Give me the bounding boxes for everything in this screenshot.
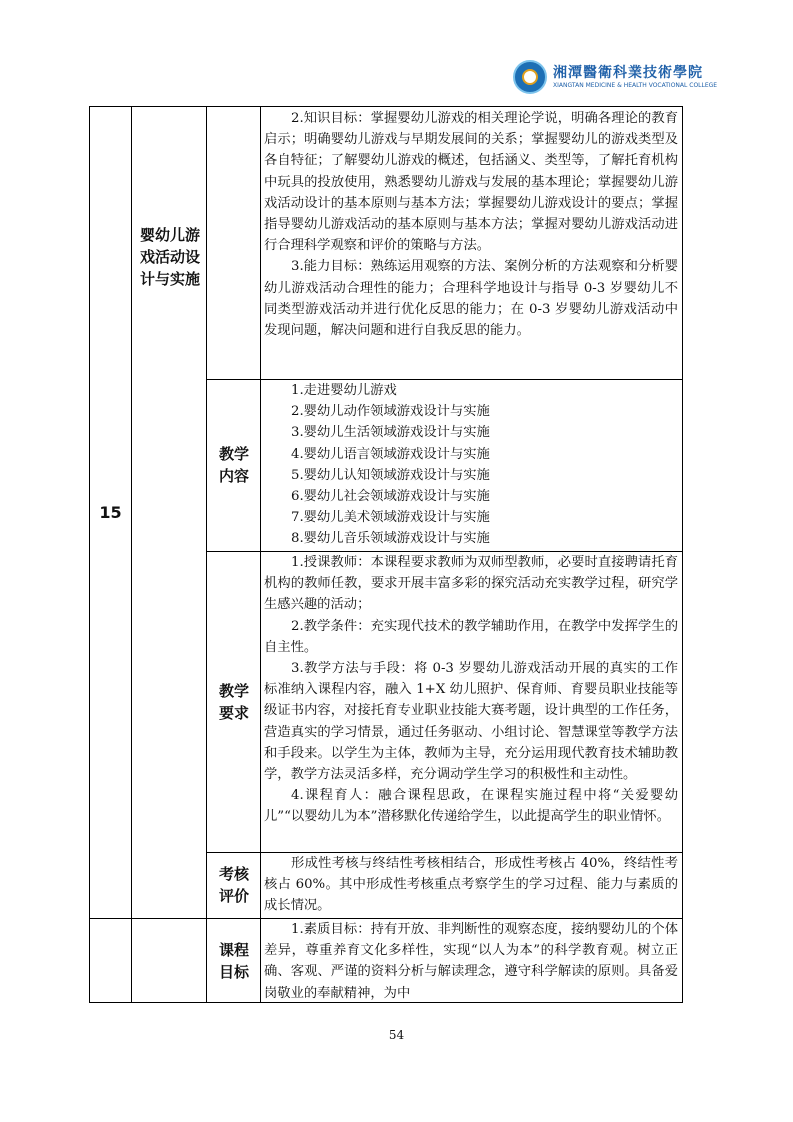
- requirements-text: [264, 552, 678, 828]
- school-emblem-icon: [513, 60, 547, 94]
- page-number: 54: [388, 1028, 405, 1042]
- assessment-paragraph: 形成性考核与终结性考核相结合，形成性考核占 40%，终结性考核占 60%。其中形成性考核重点考察学生的学习过程、能力与素质的成长情况。: [264, 856, 678, 914]
- list-item: 5.婴幼儿认知领域游戏设计与实施: [291, 467, 490, 483]
- list-item: 8.婴幼儿音乐领域游戏设计与实施: [291, 531, 490, 547]
- next-goals-paragraph: 1.素质目标：持有开放、非判断性的观察态度，接纳婴幼儿的个体差异，尊重养育文化多样性，实现“以人为本”的科学教育观。树立正确、客观、严谨的资料分析与解读理念，遵守科学解读的原则。具备爱岗敬业的奉献精神，为中: [264, 922, 678, 1001]
- course-table: [89, 106, 683, 1003]
- list-item: 3.婴幼儿生活领域游戏设计与实施: [291, 425, 490, 441]
- requirement-paragraph: 3.教学方法与手段：将 0-3 岁婴幼儿游戏活动开展的真实的工作标准纳入课程内容，融入 1+X 幼儿照护、保育师、育婴员职业技能等级证书内容，对接托育专业职业技能大赛考题，设计典型的工作任务，营造真实的学习情景，通过任务驱动、小组讨论、智慧课堂等教学方法和手段来。以学生为主体，教师为主导，充分运用现代教育技术辅助教学，教学方法灵活多样，充分调动学生学习的积极性和主动性。: [264, 661, 678, 783]
- course-name: 婴幼儿游戏活动设计与实施: [139, 226, 200, 288]
- next-goals-text: [264, 919, 678, 1004]
- assessment-text: [264, 853, 678, 917]
- next-goals-label: 课程目标: [218, 941, 249, 981]
- row-number: 15: [99, 502, 122, 522]
- list-item: 4.婴幼儿语言领域游戏设计与实施: [291, 446, 490, 462]
- list-item: 2.婴幼儿动作领域游戏设计与实施: [291, 404, 490, 420]
- list-item: 7.婴幼儿美术领域游戏设计与实施: [291, 510, 490, 526]
- ability-goal: 3.能力目标：熟练运用观察的方法、案例分析的方法观察和分析婴幼儿游戏活动合理性的能力；合理科学地设计与指导 0-3 岁婴幼儿不同类型游戏活动并进行优化反思的能力；在 0-3 岁婴幼儿游戏活动中发现问题，解决问题和进行自我反思的能力。: [264, 259, 678, 339]
- requirement-paragraph: 4.课程育人：融合课程思政，在课程实施过程中将“关爱婴幼儿”“以婴幼儿为本”潜移默化传递给学生，以此提高学生的职业情怀。: [264, 788, 678, 825]
- requirement-paragraph: 1.授课教师：本课程要求教师为双师型教师，必要时直接聘请托育机构的教师任教，要求开展丰富多彩的探究活动充实教学过程，研究学生感兴趣的活动；: [264, 555, 678, 613]
- school-logo: [513, 60, 718, 96]
- requirements-label: 教学要求: [218, 681, 249, 722]
- list-item: 6.婴幼儿社会领域游戏设计与实施: [291, 489, 490, 505]
- requirement-paragraph: 2.教学条件：充实现代技术的教学辅助作用，在教学中发挥学生的自主性。: [264, 618, 678, 655]
- list-item: 1.走进婴幼儿游戏: [291, 383, 397, 398]
- school-name: 湘潭醫衛科業技術學院: [553, 65, 703, 81]
- content-list: [264, 380, 678, 550]
- school-name-en: XIANGTAN MEDICINE & HEALTH VOCATIONAL COLLEGE: [553, 82, 718, 89]
- goals-text: [264, 108, 678, 341]
- content-label: 教学内容: [218, 445, 249, 485]
- knowledge-goal: 2.知识目标：掌握婴幼儿游戏的相关理论学说，明确各理论的教育启示；明确婴幼儿游戏与早期发展间的关系；掌握婴幼儿的游戏类型及各自特征；了解婴幼儿游戏的概述，包括涵义、类型等，了解托育机构中玩具的投放使用，熟悉婴幼儿游戏与发展的基本理论；掌握婴幼儿游戏活动设计的基本原则与基本方法；掌握婴幼儿游戏设计的要点；掌握指导婴幼儿游戏活动的基本原则与基本方法；掌握对婴幼儿游戏活动进行合理科学观察和评价的策略与方法。: [264, 111, 678, 254]
- assessment-label: 考核评价: [218, 865, 249, 905]
